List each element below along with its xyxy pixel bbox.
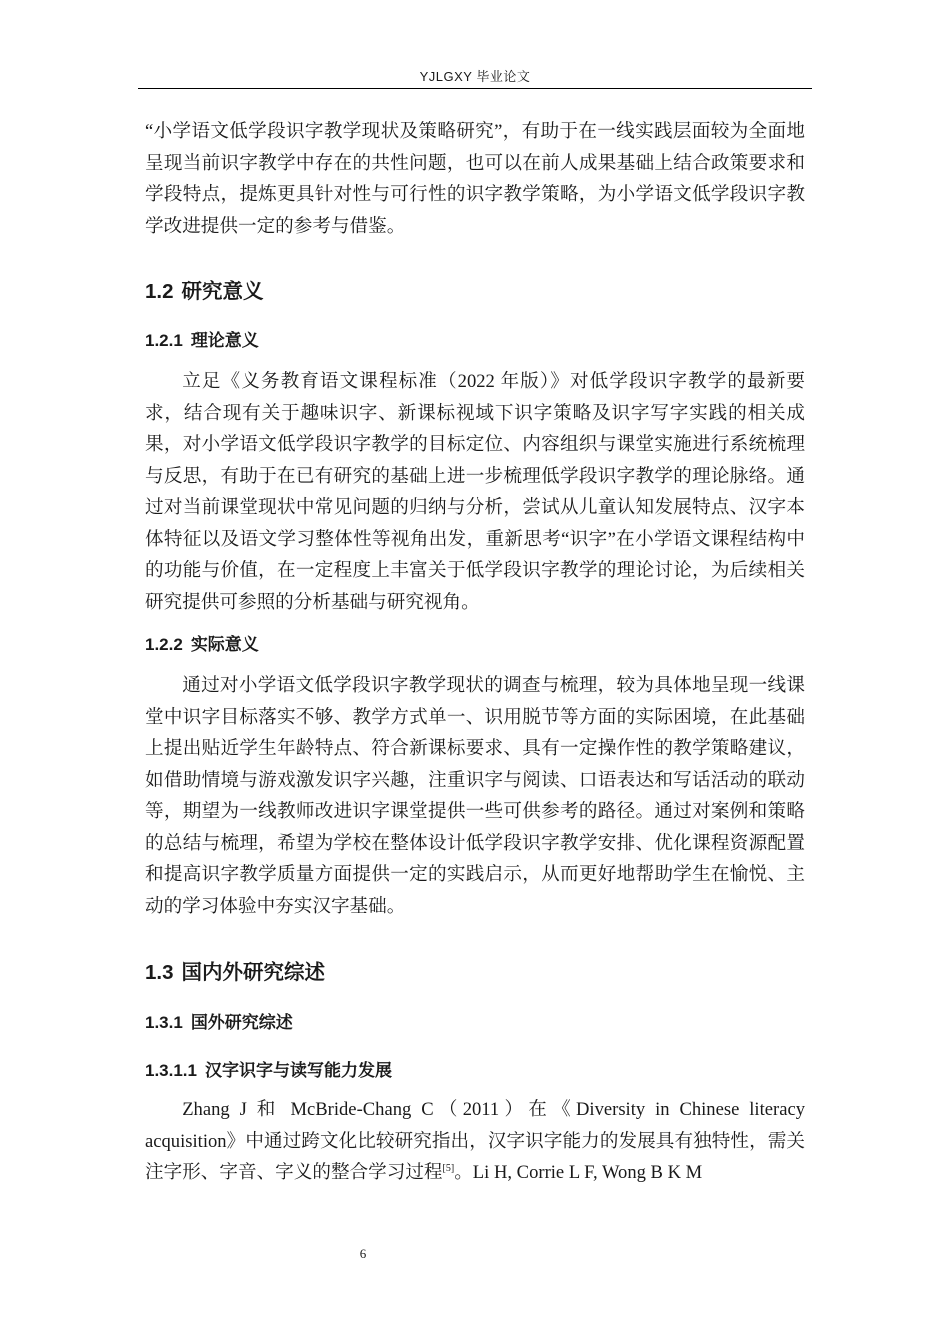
section-number: 1.2.2	[145, 635, 183, 654]
section-number: 1.3	[145, 961, 174, 984]
running-header: YJLGXY 毕业论文	[419, 69, 531, 84]
section-title: 研究意义	[181, 280, 264, 303]
citation-reference[interactable]: [5]	[442, 1162, 455, 1174]
page-number: 6	[359, 1246, 367, 1261]
theoretical-significance-paragraph: 立足《义务教育语文课程标准（2022 年版）》对低学段识字教学的最新要求，结合现有关于趣味识字、新课标视域下识字策略及识字写字实践的相关成果，对小学语文低学段识字教学的目标定位、内容组织与课堂实施进行系统梳理与反思，有助于在已有研究的基础上进一步梳理低学段识字教学的理论脉络。通过对当前课堂现状中常见问题的归纳与分析，尝试从儿童认知发展特点、汉字本体特征以及语文学习整体性等视角出发，重新思考“识字”在小学语文课程结构中的功能与价值，在一定程度上丰富关于低学段识字教学的理论讨论，为后续相关研究提供可参照的分析基础与研究视角。	[145, 371, 805, 613]
paragraph-text-continued: 。Li H, Corrie L F, Wong B K M	[454, 1162, 703, 1183]
practical-significance-paragraph: 通过对小学语文低学段识字教学现状的调查与梳理，较为具体地呈现一线课堂中识字目标落实不够、教学方式单一、识用脱节等方面的实际困境，在此基础上提出贴近学生年龄特点、符合新课标要求、具有一定操作性的教学策略建议，如借助情境与游戏激发识字兴趣，注重识字与阅读、口语表达和写话活动的联动等，期望为一线教师改进识字课堂提供一些可供参考的路径。通过对案例和策略的总结与梳理，希望为学校在整体设计低学段识字教学安排、优化课程资源配置和提高识字教学质量方面提供一定的实践启示，从而更好地帮助学生在愉悦、主动的学习体验中夯实汉字基础。	[145, 675, 805, 917]
paragraph-text: Zhang J 和 McBride-Chang C（2011）在《Diversity in Chinese literacy acquisition》中通过跨文化比较研究指出，汉字识字能力的发展具有独特性，需关注字形、字音、字义的整合学习过程	[145, 1099, 805, 1183]
section-heading-1-2	[145, 277, 805, 307]
header-divider	[138, 88, 812, 89]
page-body	[145, 116, 805, 1189]
section-heading-1-3-1	[145, 1010, 805, 1036]
intro-paragraph: “小学语文低学段识字教学现状及策略研究”，有助于在一线实践层面较为全面地呈现当前识字教学中存在的共性问题，也可以在前人成果基础上结合政策要求和学段特点，提炼更具针对性与可行性的识字教学策略，为小学语文低学段识字教学改进提供一定的参考与借鉴。	[145, 121, 805, 237]
section-heading-1-2-1	[145, 328, 805, 354]
section-title: 国外研究综述	[190, 1013, 293, 1032]
section-number: 1.2	[145, 280, 174, 303]
section-number: 1.3.1.1	[145, 1061, 197, 1080]
section-title: 实际意义	[190, 635, 259, 654]
section-number: 1.3.1	[145, 1013, 183, 1032]
section-title: 国内外研究综述	[181, 961, 325, 984]
literacy-development-paragraph	[145, 1094, 805, 1189]
section-heading-1-3	[145, 958, 805, 988]
section-title: 汉字识字与读写能力发展	[205, 1061, 392, 1080]
section-title: 理论意义	[190, 331, 259, 350]
section-heading-1-3-1-1	[145, 1058, 805, 1084]
section-heading-1-2-2	[145, 632, 805, 658]
section-number: 1.2.1	[145, 331, 183, 350]
